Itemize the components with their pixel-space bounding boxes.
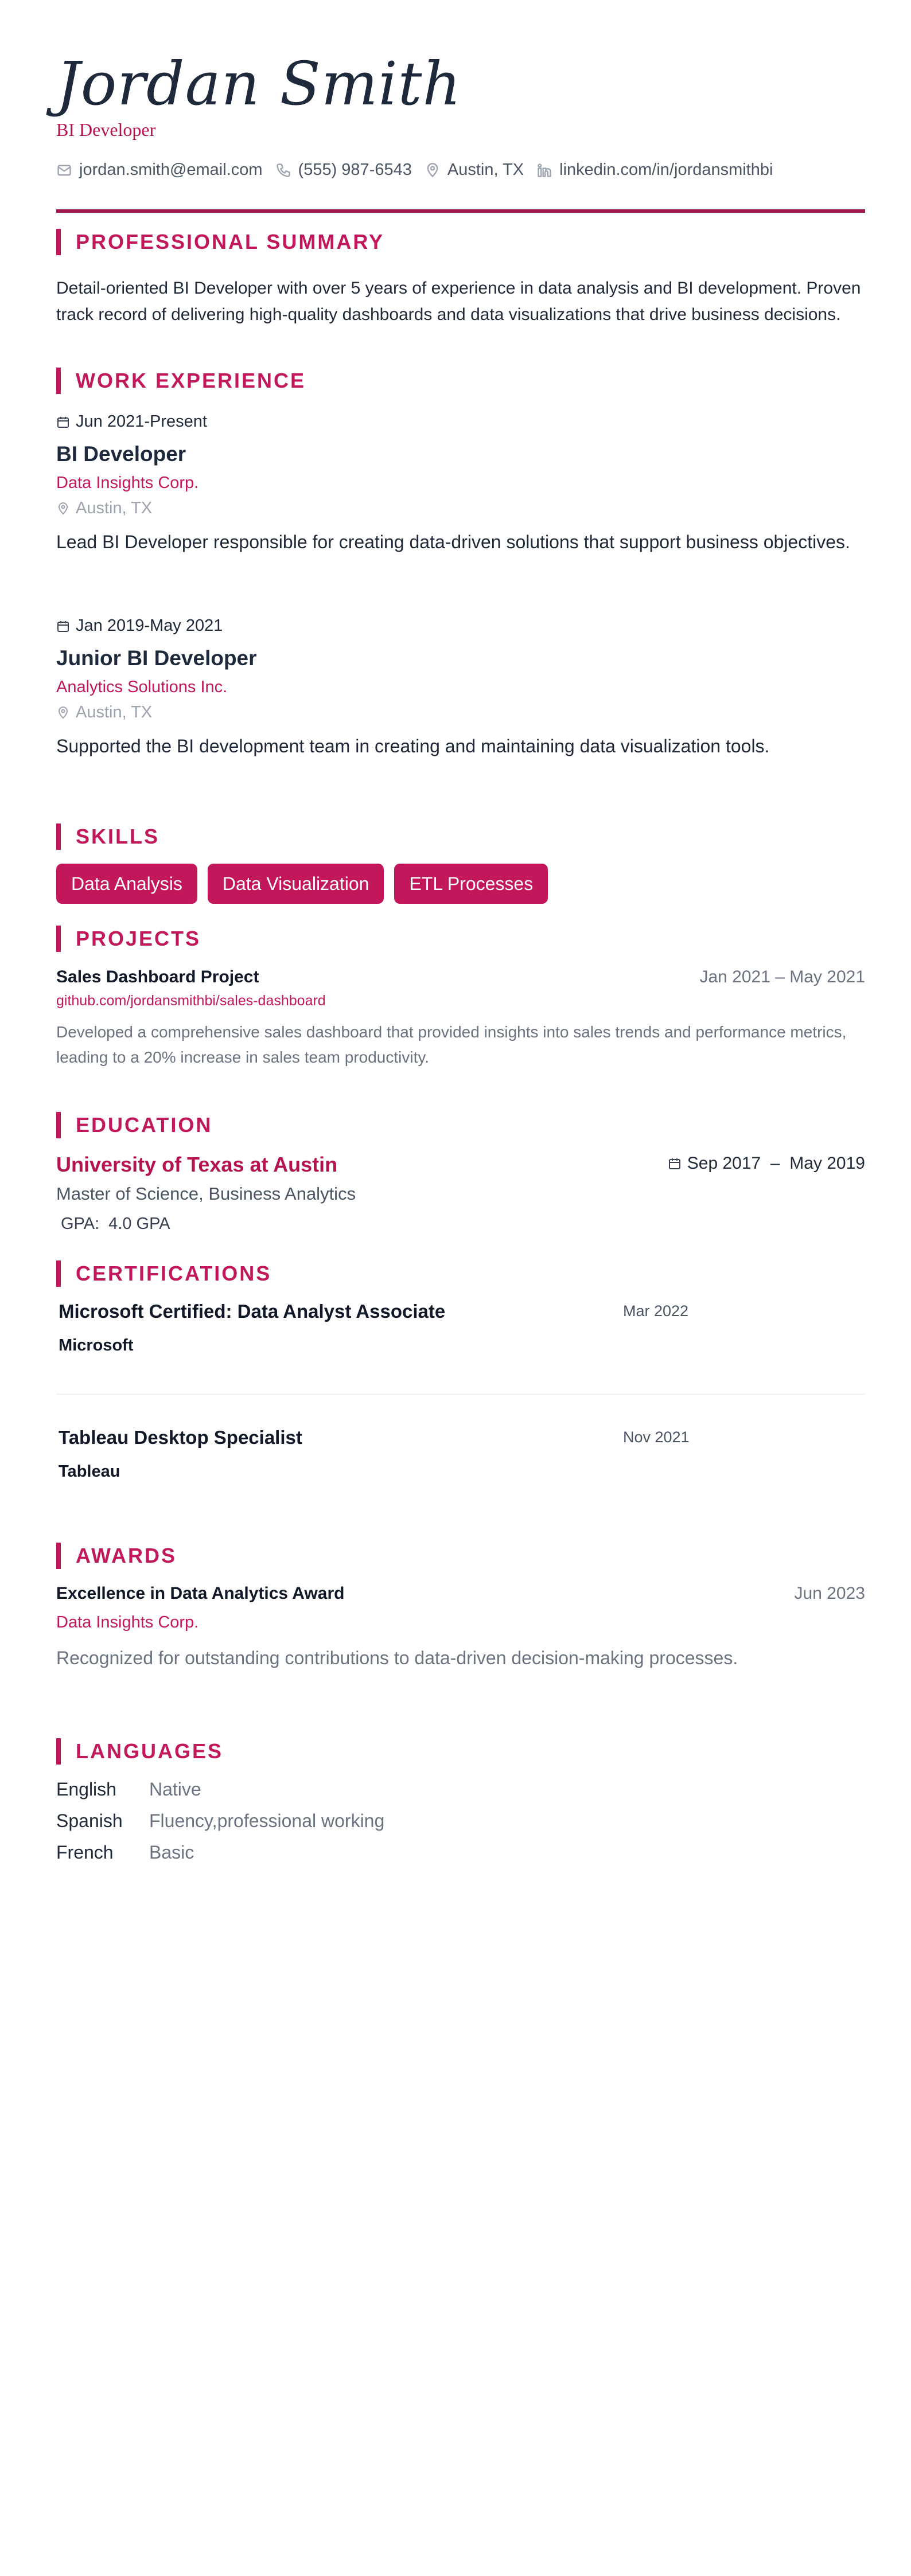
header-divider [56, 209, 865, 213]
job-company: Data Insights Corp. [56, 474, 199, 492]
skill-tag: Data Visualization [208, 864, 384, 904]
certification-date: Nov 2021 [623, 1428, 690, 1446]
skills-list [56, 864, 558, 904]
languages-heading [56, 1738, 223, 1765]
job-title: Junior BI Developer [56, 646, 257, 670]
map-pin-icon [425, 162, 441, 178]
certification-issuer: Microsoft [59, 1336, 134, 1355]
gpa-label: GPA: [61, 1215, 100, 1233]
skills-heading [56, 823, 159, 850]
award-title: Excellence in Data Analytics Award [56, 1584, 345, 1603]
certifications-heading-label: CERTIFICATIONS [76, 1262, 272, 1285]
job-dates [56, 412, 207, 431]
language-level: Native [149, 1779, 201, 1800]
map-pin-icon [56, 706, 70, 720]
awards-heading-label: AWARDS [76, 1544, 177, 1567]
contact-location [425, 161, 524, 179]
phone-text: (555) 987-6543 [298, 161, 412, 179]
education-dates-text: Sep 2017 – May 2019 [687, 1154, 865, 1173]
phone-icon [275, 162, 291, 178]
language-name: Spanish [56, 1810, 123, 1831]
job-location [56, 499, 152, 518]
email-text: jordan.smith@email.com [79, 161, 263, 179]
language-row [56, 1779, 201, 1800]
experience-heading-label: WORK EXPERIENCE [76, 369, 306, 392]
projects-heading-label: PROJECTS [76, 927, 201, 950]
project-dates: Jan 2021 – May 2021 [699, 967, 865, 986]
job-company: Analytics Solutions Inc. [56, 678, 228, 696]
calendar-icon [668, 1157, 682, 1170]
candidate-name: Jordan Smith [56, 49, 462, 119]
award-organization: Data Insights Corp. [56, 1613, 199, 1632]
certification-date: Mar 2022 [623, 1302, 689, 1320]
projects-heading [56, 926, 201, 952]
experience-heading [56, 368, 306, 394]
language-row [56, 1810, 384, 1832]
language-name: English [56, 1779, 116, 1800]
gpa-value: 4.0 GPA [108, 1215, 170, 1233]
award-date: Jun 2023 [794, 1584, 865, 1603]
language-level: Fluency,professional working [149, 1810, 385, 1831]
contact-bar [56, 161, 785, 179]
job-title: BI Developer [56, 442, 186, 466]
award-description: Recognized for outstanding contributions to data-driven decision-making processes. [56, 1648, 738, 1668]
linkedin-text: linkedin.com/in/jordansmithbi [559, 161, 773, 179]
school-name: University of Texas at Austin [56, 1153, 338, 1176]
contact-phone[interactable] [275, 161, 412, 179]
job-location [56, 703, 152, 722]
summary-heading-label: PROFESSIONAL SUMMARY [76, 230, 385, 253]
job-location-text: Austin, TX [76, 499, 153, 517]
job-description: Supported the BI development team in creating and maintaining data visualization tools. [56, 736, 770, 756]
job-location-text: Austin, TX [76, 703, 153, 721]
gpa-row [61, 1215, 170, 1234]
job-description: Lead BI Developer responsible for creating data-driven solutions that support business objectives. [56, 532, 850, 552]
skill-tag: Data Analysis [56, 864, 197, 904]
education-dates [668, 1154, 865, 1173]
map-pin-icon [56, 502, 70, 516]
heading-accent-bar [56, 1738, 61, 1765]
certification-issuer: Tableau [59, 1462, 120, 1481]
heading-accent-bar [56, 368, 61, 394]
heading-accent-bar [56, 229, 61, 255]
calendar-icon [56, 619, 70, 633]
language-level: Basic [149, 1842, 194, 1863]
skill-tag: ETL Processes [394, 864, 548, 904]
heading-accent-bar [56, 926, 61, 952]
education-heading-label: EDUCATION [76, 1113, 213, 1137]
job-dates-text: Jun 2021-Present [76, 412, 207, 431]
skills-heading-label: SKILLS [76, 825, 160, 848]
language-name: French [56, 1842, 114, 1863]
certification-divider [56, 1394, 865, 1395]
contact-linkedin[interactable] [536, 161, 773, 179]
contact-email[interactable] [56, 161, 263, 179]
awards-heading [56, 1543, 177, 1569]
mail-icon [56, 162, 72, 178]
certification-name: Tableau Desktop Specialist [59, 1427, 302, 1448]
project-name: Sales Dashboard Project [56, 967, 259, 986]
project-description: Developed a comprehensive sales dashboard that provided insights into sales trends and performance metrics, leading to a 20% increase in sales team productivity. [56, 1023, 847, 1066]
degree: Master of Science, Business Analytics [56, 1184, 356, 1204]
certification-name: Microsoft Certified: Data Analyst Associate [59, 1301, 446, 1322]
summary-heading [56, 229, 384, 255]
heading-accent-bar [56, 823, 61, 850]
language-row [56, 1842, 194, 1863]
job-dates [56, 616, 223, 635]
calendar-icon [56, 415, 70, 429]
heading-accent-bar [56, 1260, 61, 1287]
education-heading [56, 1112, 212, 1138]
summary-text: Detail-oriented BI Developer with over 5 years of experience in data analysis and BI development. Proven track record of delivering high-quality dashboards and data visualizations that drive business decisions. [56, 279, 861, 324]
languages-heading-label: LANGUAGES [76, 1739, 224, 1763]
location-text: Austin, TX [447, 161, 524, 179]
heading-accent-bar [56, 1543, 61, 1569]
job-dates-text: Jan 2019-May 2021 [76, 616, 223, 635]
project-link[interactable]: github.com/jordansmithbi/sales-dashboard [56, 993, 326, 1009]
linkedin-icon [536, 162, 552, 178]
heading-accent-bar [56, 1112, 61, 1138]
candidate-title: BI Developer [56, 119, 156, 140]
certifications-heading [56, 1260, 271, 1287]
